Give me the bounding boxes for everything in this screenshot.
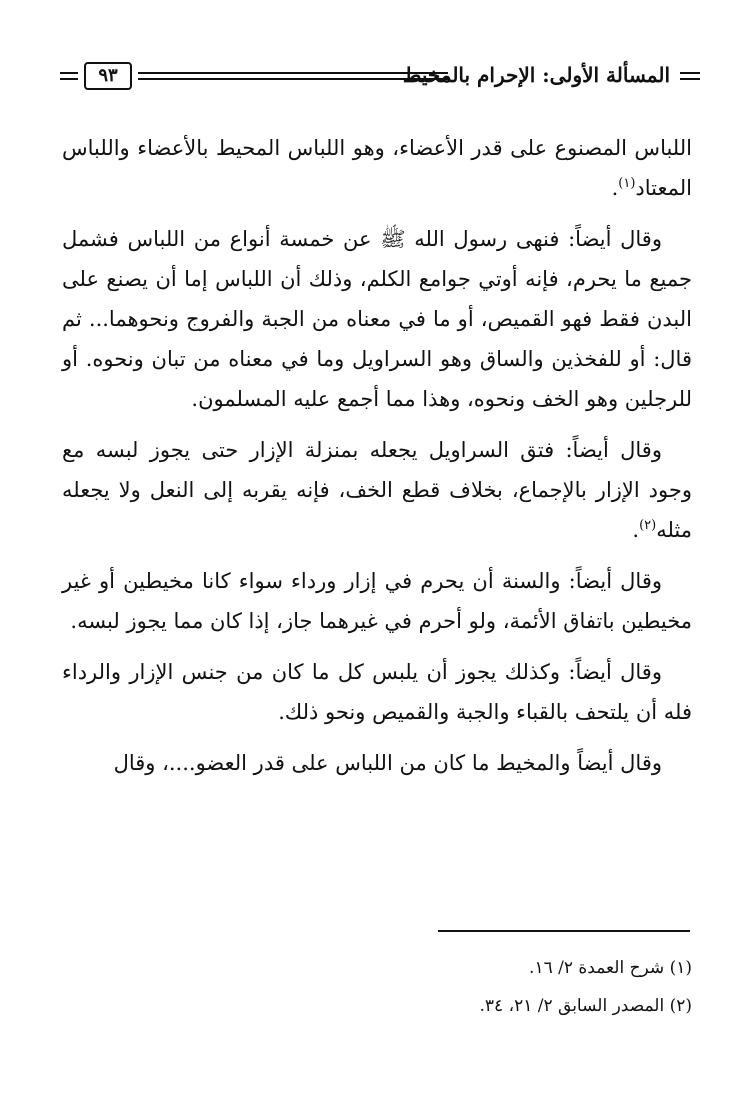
body-text (62, 128, 692, 794)
paragraph-text: وقال أيضاً: فنهى رسول الله ﷺ عن خمسة أنواع من اللباس فشمل جميع ما يحرم، فإنه أوتي جوامع الكلم، وذلك أن اللباس إما أن يصنع على البدن فقط فهو القميص، أو ما في معناه من الجبة والفروج ونحوهما... ثم قال: أو للفخذين والساق وهو السراويل وما في معناه من تبان ونحوه. أو للرجلين وهو الخف ونحوه، وهذا مما أجمع عليه المسلمون. (62, 227, 692, 411)
footnote-1: (١) شرح العمدة ٢/ ١٦. (529, 958, 692, 978)
header-rule-right (680, 72, 700, 80)
paragraph-tail: . (611, 176, 619, 200)
paragraph-text: وقال أيضاً: وكذلك يجوز أن يلبس كل ما كان من جنس الإزار والرداء فله أن يلتحف بالقباء والجبة والقميص ونحو ذلك. (62, 660, 692, 724)
footnote-ref[interactable]: (٢) (639, 518, 657, 533)
chapter-title: المسألة الأولى: الإحرام بالمخيط (402, 63, 670, 87)
paragraph-text: وقال أيضاً: والسنة أن يحرم في إزار ورداء سواء كانا مخيطين أو غير مخيطين باتفاق الأئمة، ولو أحرم في غيرهما جاز، إذا كان مما يجوز لبسه. (62, 569, 692, 633)
paragraph-text: وقال أيضاً: فتق السراويل يجعله بمنزلة الإزار حتى يجوز لبسه مع وجود الإزار بالإجماع، بخلاف قطع الخف، فإنه يقربه إلى النعل ولا يجعله مثله (62, 438, 692, 542)
paragraph (62, 652, 692, 732)
header-rule-middle (138, 72, 448, 80)
paragraph-text: وقال أيضاً والمخيط ما كان من اللباس على قدر العضو....، وقال (113, 751, 662, 775)
paragraph-tail: . (632, 518, 640, 542)
header-rule-left (60, 72, 78, 80)
footnote-separator (438, 930, 690, 932)
running-header (60, 58, 700, 94)
paragraph (62, 743, 692, 783)
paragraph-text: اللباس المصنوع على قدر الأعضاء، وهو اللباس المحيط بالأعضاء واللباس المعتاد (62, 136, 692, 200)
paragraph (62, 128, 692, 208)
paragraph (62, 561, 692, 641)
footnote-ref[interactable]: (١) (618, 176, 636, 191)
footnote-2: (٢) المصدر السابق ٢/ ٢١، ٣٤. (479, 996, 692, 1016)
paragraph (62, 430, 692, 550)
footnotes (62, 950, 692, 1026)
paragraph (62, 219, 692, 419)
page-number: ٩٣ (84, 62, 132, 90)
